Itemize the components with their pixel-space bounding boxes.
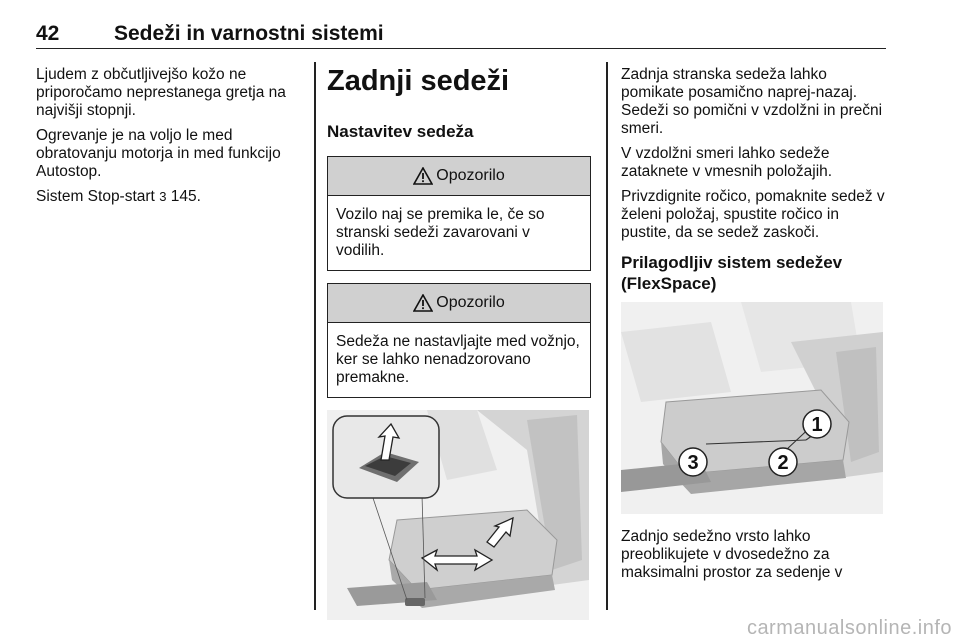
warning-text: Vozilo naj se premika le, če so stranski sedeži zavarovani v vodilih. [336,206,545,259]
watermark: carmanualsonline.info [746,617,952,639]
page-number: 42 [36,22,60,45]
warning-box [327,156,591,271]
seat-adjustment-illustration [327,410,589,620]
warning-title: Opozorilo [436,167,505,184]
paragraph: Ljudem z občutljivejšo kožo ne priporočamo neprestanega gretja na najvišji stopnji. [36,66,286,119]
paragraph: Ogrevanje je na voljo le med obratovanju motorja in med funkcijo Autostop. [36,127,281,180]
page-reference-icon: 3 [159,189,167,204]
paragraph: Zadnja stranska sedeža lahko pomikate posamično naprej-nazaj. Sedeži so pomični v vzdolžni in prečni smeri. [621,66,883,137]
column-left [36,66,301,213]
section-title: Sedeži in varnostni sistemi [114,22,384,45]
flexspace-illustration [621,302,883,514]
page-header [36,18,886,49]
warning-header [328,157,590,196]
callout-label: 2 [777,452,789,474]
subheading-seat-adjustment: Nastavitev sedeža [327,122,474,141]
cross-reference[interactable]: Sistem Stop-start 3 145. [36,188,201,205]
paragraph: Privzdignite ročico, pomaknite sedež v želeni položaj, spustite ročico in pustite, da se sedež zaskoči. [621,188,885,241]
paragraph: V vzdolžni smeri lahko sedeže zataknete v vmesnih položajih. [621,145,833,180]
column-divider [314,62,316,610]
warning-triangle-icon [413,167,433,185]
paragraph: Zadnjo sedežno vrsto lahko preoblikujete v dvosedežno za maksimalni prostor za sedenje v [621,528,843,581]
callout-label: 1 [811,414,823,436]
warning-title: Opozorilo [436,294,505,311]
column-right [621,66,886,589]
warning-text: Sedeža ne nastavljajte med vožnjo, ker se lahko nenadzorovano premakne. [336,333,580,386]
warning-triangle-icon [413,294,433,312]
warning-box [327,283,591,398]
warning-header [328,284,590,323]
heading-rear-seats: Zadnji sedeži [327,65,510,97]
column-middle [327,66,592,620]
column-divider [606,62,608,610]
callout-label: 3 [687,452,699,474]
heading-flexspace: Prilagodljiv sistem sedežev (FlexSpace) [621,253,843,293]
